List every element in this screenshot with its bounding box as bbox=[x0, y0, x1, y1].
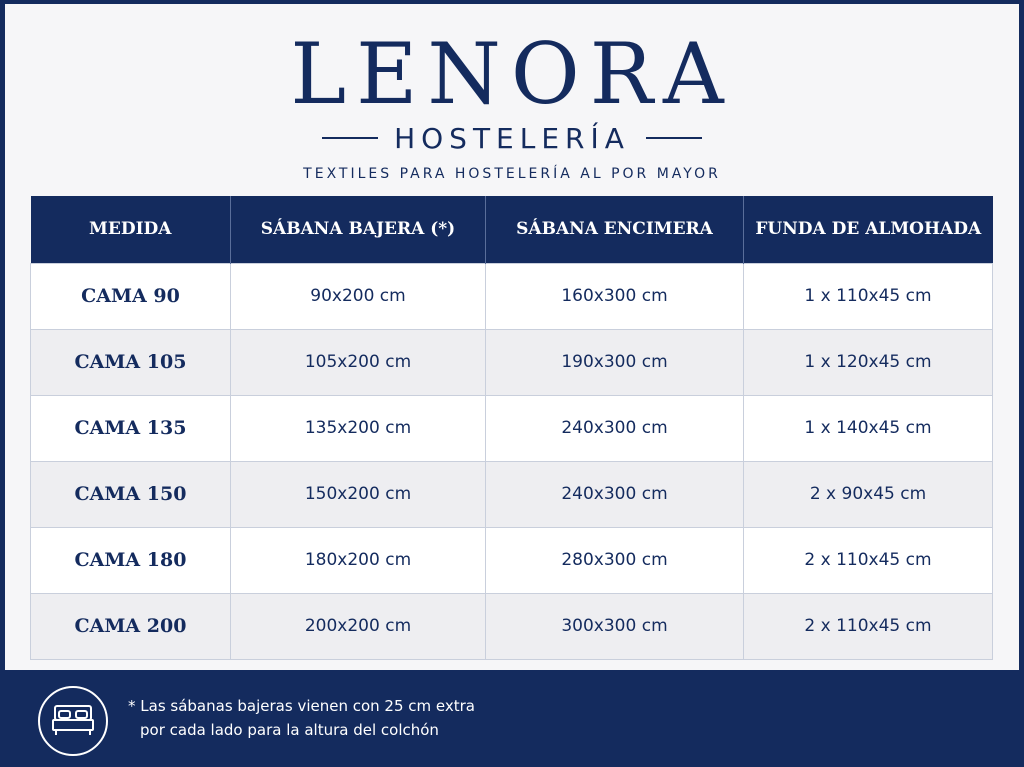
bed-badge bbox=[38, 686, 108, 756]
cell-almohada: 1 x 120x45 cm bbox=[744, 329, 993, 395]
cell-encimera: 300x300 cm bbox=[486, 593, 744, 659]
subtitle-rule-left bbox=[322, 137, 378, 139]
cell-bajera: 90x200 cm bbox=[231, 263, 486, 329]
cell-encimera: 160x300 cm bbox=[486, 263, 744, 329]
table-row bbox=[31, 395, 993, 461]
brand-subtitle: HOSTELERÍA bbox=[394, 121, 630, 155]
header-medida: MEDIDA bbox=[31, 196, 231, 263]
footer-band bbox=[0, 670, 1024, 767]
row-label: CAMA 200 bbox=[31, 593, 231, 659]
row-label: CAMA 90 bbox=[31, 263, 231, 329]
cell-bajera: 200x200 cm bbox=[231, 593, 486, 659]
cell-encimera: 240x300 cm bbox=[486, 395, 744, 461]
header-sabana-bajera: SÁBANA BAJERA (*) bbox=[231, 196, 486, 263]
table-header-row bbox=[31, 196, 993, 263]
row-label: CAMA 135 bbox=[31, 395, 231, 461]
bed-icon bbox=[50, 704, 96, 738]
cell-almohada: 1 x 140x45 cm bbox=[744, 395, 993, 461]
cell-almohada: 2 x 90x45 cm bbox=[744, 461, 993, 527]
cell-encimera: 280x300 cm bbox=[486, 527, 744, 593]
brand-logo-name: LENORA bbox=[290, 25, 734, 123]
cell-almohada: 2 x 110x45 cm bbox=[744, 593, 993, 659]
table-row bbox=[31, 263, 993, 329]
cell-bajera: 150x200 cm bbox=[231, 461, 486, 527]
table-row bbox=[31, 527, 993, 593]
content-card bbox=[5, 4, 1019, 670]
header-funda-almohada: FUNDA DE ALMOHADA bbox=[744, 196, 993, 263]
subtitle-rule-right bbox=[646, 137, 702, 139]
row-label: CAMA 180 bbox=[31, 527, 231, 593]
table-row bbox=[31, 461, 993, 527]
row-label: CAMA 150 bbox=[31, 461, 231, 527]
size-table bbox=[30, 196, 993, 660]
cell-encimera: 190x300 cm bbox=[486, 329, 744, 395]
footnote-line-2: por cada lado para la altura del colchón bbox=[140, 721, 439, 739]
cell-encimera: 240x300 cm bbox=[486, 461, 744, 527]
footnote-line-1: * Las sábanas bajeras vienen con 25 cm extra bbox=[128, 697, 475, 715]
cell-bajera: 180x200 cm bbox=[231, 527, 486, 593]
table-row bbox=[31, 329, 993, 395]
cell-almohada: 2 x 110x45 cm bbox=[744, 527, 993, 593]
header-sabana-encimera: SÁBANA ENCIMERA bbox=[486, 196, 744, 263]
footnote bbox=[128, 694, 508, 742]
row-label: CAMA 105 bbox=[31, 329, 231, 395]
cell-bajera: 135x200 cm bbox=[231, 395, 486, 461]
brand-subtitle-row bbox=[5, 120, 1019, 156]
table-row bbox=[31, 593, 993, 659]
cell-bajera: 105x200 cm bbox=[231, 329, 486, 395]
cell-almohada: 1 x 110x45 cm bbox=[744, 263, 993, 329]
brand-tagline: TEXTILES PARA HOSTELERÍA AL POR MAYOR bbox=[303, 166, 721, 182]
